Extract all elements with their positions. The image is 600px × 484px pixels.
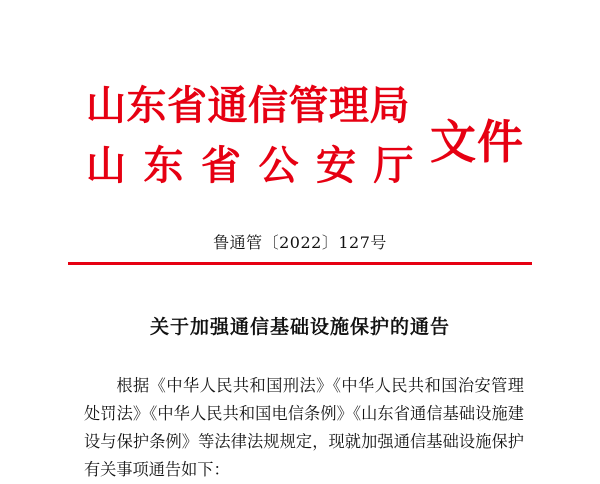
document-suffix: 文件 — [430, 115, 524, 169]
red-divider-line — [68, 262, 532, 265]
document-title: 关于加强通信基础设施保护的通告 — [149, 316, 450, 338]
issuer-name-communications-bureau: 山东省通信管理局 — [86, 83, 410, 129]
document-number: 鲁通管〔2022〕127号 — [213, 233, 387, 252]
body-paragraph: 根据《中华人民共和国刑法》《中华人民共和国治安管理处罚法》《中华人民共和国电信条例》《山东省通信基础设施建设与保护条例》等法律法规规定，现就加强通信基础设施保护有关事项通告如下： — [84, 376, 524, 479]
issuer-name-public-security: 山东省公安厅 — [86, 143, 431, 189]
